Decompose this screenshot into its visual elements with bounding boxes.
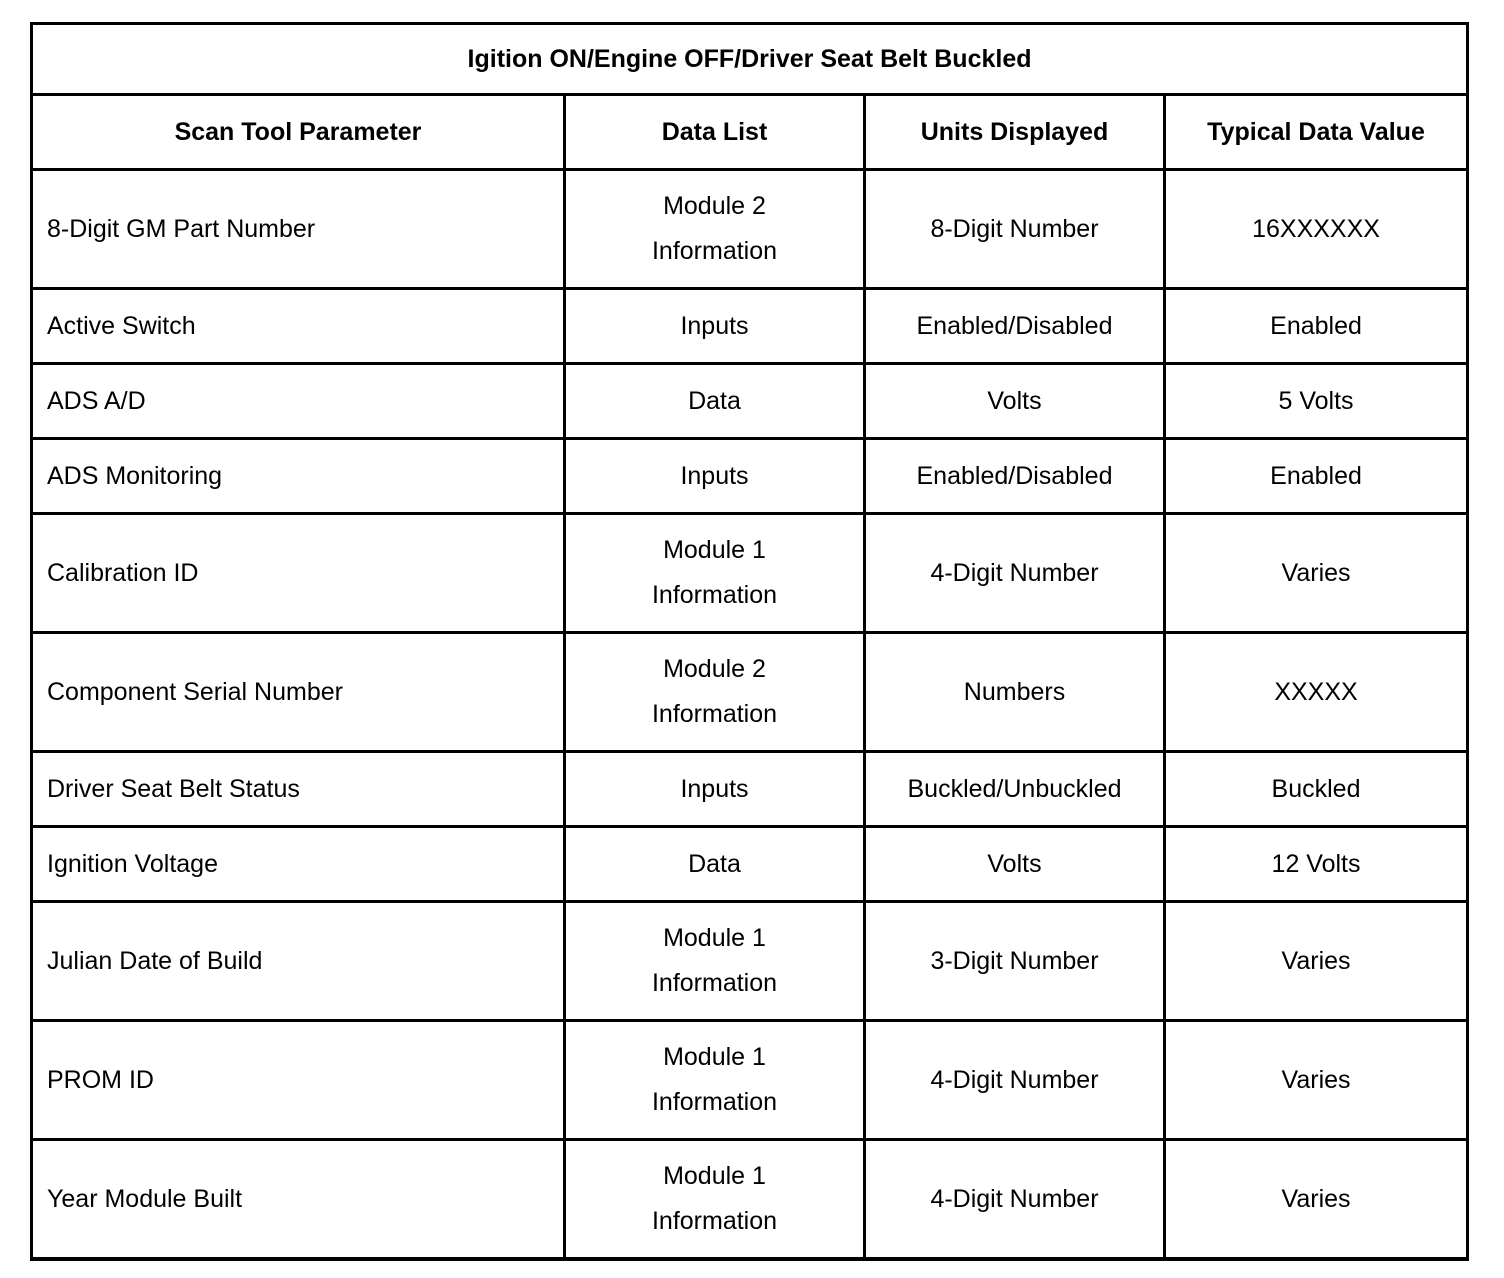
data-list-line: Module 1 [663,924,766,952]
cell-scan-tool-parameter: Driver Seat Belt Status [32,752,565,827]
scan-tool-data-table [30,22,1469,1261]
cell-scan-tool-parameter: PROM ID [32,1021,565,1140]
cell-typical-data-value: 5 Volts [1165,364,1468,439]
cell-units-displayed: Numbers [865,633,1165,752]
cell-scan-tool-parameter: Ignition Voltage [32,827,565,902]
cell-scan-tool-parameter: ADS A/D [32,364,565,439]
table-row [32,439,1468,514]
data-list-line: Inputs [680,311,749,340]
cell-scan-tool-parameter: 8-Digit GM Part Number [32,170,565,289]
data-list-line: Data [688,386,741,415]
data-list-line: Information [651,1088,778,1116]
data-list-line: Module 1 [663,1043,766,1071]
table-row [32,902,1468,1021]
cell-units-displayed: 4-Digit Number [865,1140,1165,1260]
cell-typical-data-value: Varies [1165,514,1468,633]
table-row [32,1140,1468,1260]
data-list-line: Module 2 [663,192,766,220]
cell-typical-data-value: Varies [1165,1140,1468,1260]
cell-scan-tool-parameter: Julian Date of Build [32,902,565,1021]
data-list-line: Information [651,969,778,997]
cell-data-list [565,170,865,289]
cell-scan-tool-parameter: Active Switch [32,289,565,364]
header-scan-tool-parameter: Scan Tool Parameter [32,95,565,170]
data-list-line: Data [688,849,741,878]
cell-units-displayed: Enabled/Disabled [865,289,1165,364]
table-row [32,514,1468,633]
cell-units-displayed: Volts [865,827,1165,902]
table-row [32,1021,1468,1140]
cell-typical-data-value: Buckled [1165,752,1468,827]
cell-units-displayed: Buckled/Unbuckled [865,752,1165,827]
cell-units-displayed: 8-Digit Number [865,170,1165,289]
table-row [32,752,1468,827]
cell-typical-data-value: Enabled [1165,439,1468,514]
table-row [32,827,1468,902]
data-list-line: Information [651,237,778,265]
header-data-list: Data List [565,95,865,170]
cell-data-list [565,902,865,1021]
cell-scan-tool-parameter: ADS Monitoring [32,439,565,514]
cell-typical-data-value: Enabled [1165,289,1468,364]
cell-scan-tool-parameter: Calibration ID [32,514,565,633]
data-list-line: Module 1 [663,536,766,564]
cell-data-list [565,514,865,633]
cell-typical-data-value: 12 Volts [1165,827,1468,902]
cell-units-displayed: Enabled/Disabled [865,439,1165,514]
cell-typical-data-value: XXXXX [1165,633,1468,752]
cell-typical-data-value: 16XXXXXX [1165,170,1468,289]
table-row [32,289,1468,364]
cell-scan-tool-parameter: Component Serial Number [32,633,565,752]
data-list-line: Information [651,700,778,728]
cell-typical-data-value: Varies [1165,1021,1468,1140]
cell-data-list [565,633,865,752]
table-row [32,633,1468,752]
cell-units-displayed: 3-Digit Number [865,902,1165,1021]
data-list-line: Inputs [680,461,749,490]
cell-data-list [565,364,865,439]
header-units-displayed: Units Displayed [865,95,1165,170]
cell-data-list [565,827,865,902]
cell-data-list [565,752,865,827]
table-row [32,170,1468,289]
table-title-row [32,24,1468,95]
data-list-line: Module 1 [663,1162,766,1190]
data-list-line: Information [651,1207,778,1235]
table-row [32,364,1468,439]
cell-data-list [565,439,865,514]
data-list-line: Information [651,581,778,609]
cell-data-list [565,1021,865,1140]
header-typical-data-value: Typical Data Value [1165,95,1468,170]
cell-scan-tool-parameter: Year Module Built [32,1140,565,1260]
cell-units-displayed: 4-Digit Number [865,1021,1165,1140]
table-body [32,170,1468,1260]
cell-data-list [565,289,865,364]
cell-typical-data-value: Varies [1165,902,1468,1021]
cell-units-displayed: 4-Digit Number [865,514,1165,633]
cell-units-displayed: Volts [865,364,1165,439]
table-header-row [32,95,1468,170]
data-list-line: Inputs [680,774,749,803]
data-list-line: Module 2 [663,655,766,683]
cell-data-list [565,1140,865,1260]
table-title: Igition ON/Engine OFF/Driver Seat Belt Buckled [32,24,1468,95]
